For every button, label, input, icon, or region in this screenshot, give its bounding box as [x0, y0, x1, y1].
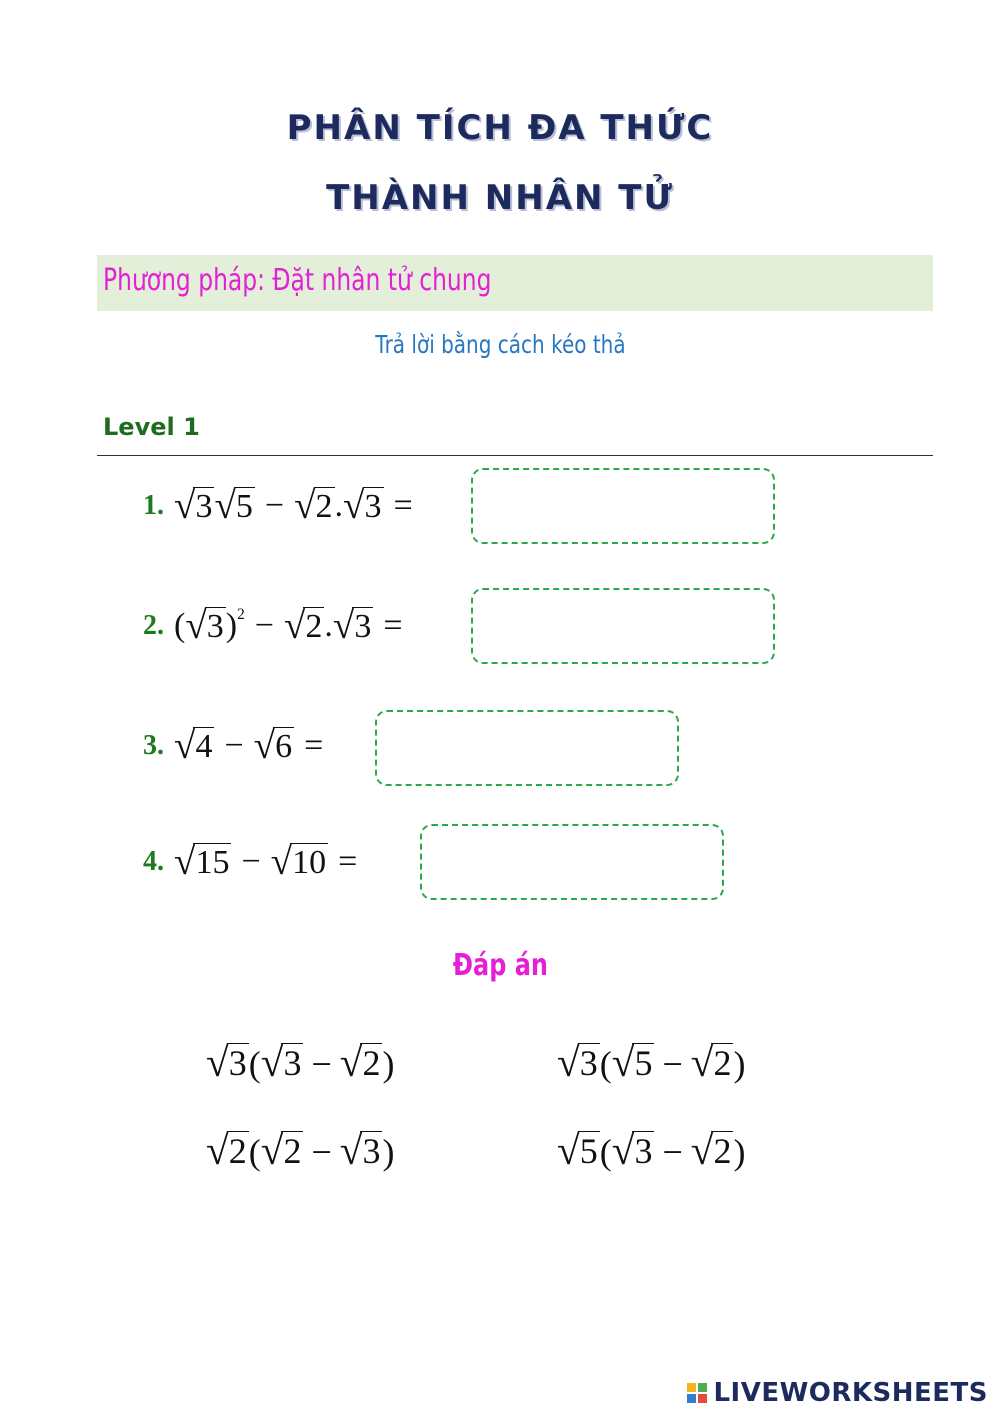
question-expression: [174, 726, 323, 765]
sqrt: √ 2: [294, 484, 333, 527]
sqrt: √ 2: [690, 1039, 732, 1085]
level-label: Level 1: [103, 413, 200, 441]
left-paren: (: [599, 1132, 612, 1172]
liveworksheets-logo-icon: [687, 1383, 707, 1403]
question-expression: [174, 842, 357, 881]
dot: .: [334, 486, 344, 524]
title-line-2: THÀNH NHÂN TỬ: [326, 178, 674, 218]
equals-sign: =: [393, 486, 413, 524]
minus-sign: −: [224, 726, 244, 764]
dot: .: [324, 606, 333, 644]
minus-sign: −: [311, 1132, 332, 1172]
sqrt: √ 2: [690, 1127, 732, 1173]
sqrt: √ 3: [343, 484, 382, 527]
minus-sign: −: [254, 606, 274, 644]
method-text: Phương pháp: Đặt nhân tử chung: [103, 263, 492, 298]
sqrt: √ 4: [174, 724, 213, 767]
footer-brand: [687, 1378, 988, 1408]
title-line-1: PHÂN TÍCH ĐA THỨC: [286, 108, 714, 148]
divider: [97, 455, 933, 456]
sqrt: √ 5: [611, 1039, 653, 1085]
minus-sign: −: [662, 1132, 683, 1172]
minus-sign: −: [264, 486, 285, 524]
question-expression: [174, 486, 413, 525]
equals-sign: =: [383, 606, 403, 644]
left-paren: (: [599, 1044, 612, 1084]
right-paren: ): [382, 1132, 395, 1172]
sqrt: √ 3: [557, 1039, 598, 1085]
sqrt: √ 3: [206, 1039, 247, 1085]
sqrt: √ 3: [332, 604, 372, 647]
sqrt: √ 2: [339, 1039, 381, 1085]
answer-drop-box-4[interactable]: [420, 824, 724, 900]
sqrt: √ 2: [283, 604, 323, 647]
sqrt: √ 2: [260, 1127, 302, 1173]
right-paren: ): [733, 1044, 746, 1084]
left-paren: (: [174, 606, 186, 644]
question-number: 4.: [143, 845, 164, 877]
answer-drop-box-3[interactable]: [375, 710, 679, 786]
exponent: 2: [237, 606, 245, 623]
sqrt: √ 2: [206, 1127, 247, 1173]
right-paren: ): [733, 1132, 746, 1172]
sqrt: √ 3: [174, 484, 213, 527]
question-number: 1.: [143, 489, 164, 521]
equals-sign: =: [338, 842, 358, 880]
answers-heading-text: Đáp án: [452, 948, 548, 983]
sqrt: √ 10: [270, 840, 327, 883]
method-bar: [97, 255, 933, 311]
answers-heading: [0, 948, 1000, 983]
sqrt: √ 3: [339, 1127, 381, 1173]
question-number: 3.: [143, 729, 164, 761]
question-2: [143, 606, 403, 645]
question-number: 2.: [143, 609, 164, 641]
sqrt: √ 15: [174, 840, 230, 883]
instruction-text: Trả lời bằng cách kéo thả: [374, 330, 626, 359]
answer-option[interactable]: [551, 1038, 751, 1089]
right-paren: ): [382, 1044, 395, 1084]
left-paren: (: [248, 1044, 261, 1084]
footer-brand-text: LIVEWORKSHEETS: [713, 1378, 988, 1408]
minus-sign: −: [662, 1044, 683, 1084]
sqrt: √ 5: [557, 1127, 598, 1173]
answer-drop-box-2[interactable]: [471, 588, 775, 664]
sqrt: √ 3: [260, 1039, 302, 1085]
question-expression: [174, 606, 403, 645]
answer-option[interactable]: [200, 1038, 400, 1089]
minus-sign: −: [311, 1044, 332, 1084]
sqrt: √ 5: [214, 484, 253, 527]
sqrt: √ 3: [185, 604, 224, 647]
instruction: [0, 330, 1000, 359]
answer-option[interactable]: [200, 1126, 400, 1177]
sqrt: √ 3: [611, 1127, 653, 1173]
left-paren: (: [248, 1132, 261, 1172]
minus-sign: −: [241, 842, 261, 880]
equals-sign: =: [304, 726, 324, 764]
question-4: [143, 842, 357, 881]
answer-option[interactable]: [551, 1126, 751, 1177]
question-1: [143, 486, 413, 525]
question-3: [143, 726, 323, 765]
answer-drop-box-1[interactable]: [471, 468, 775, 544]
sqrt: √ 6: [253, 724, 293, 767]
right-paren: ): [225, 606, 238, 644]
